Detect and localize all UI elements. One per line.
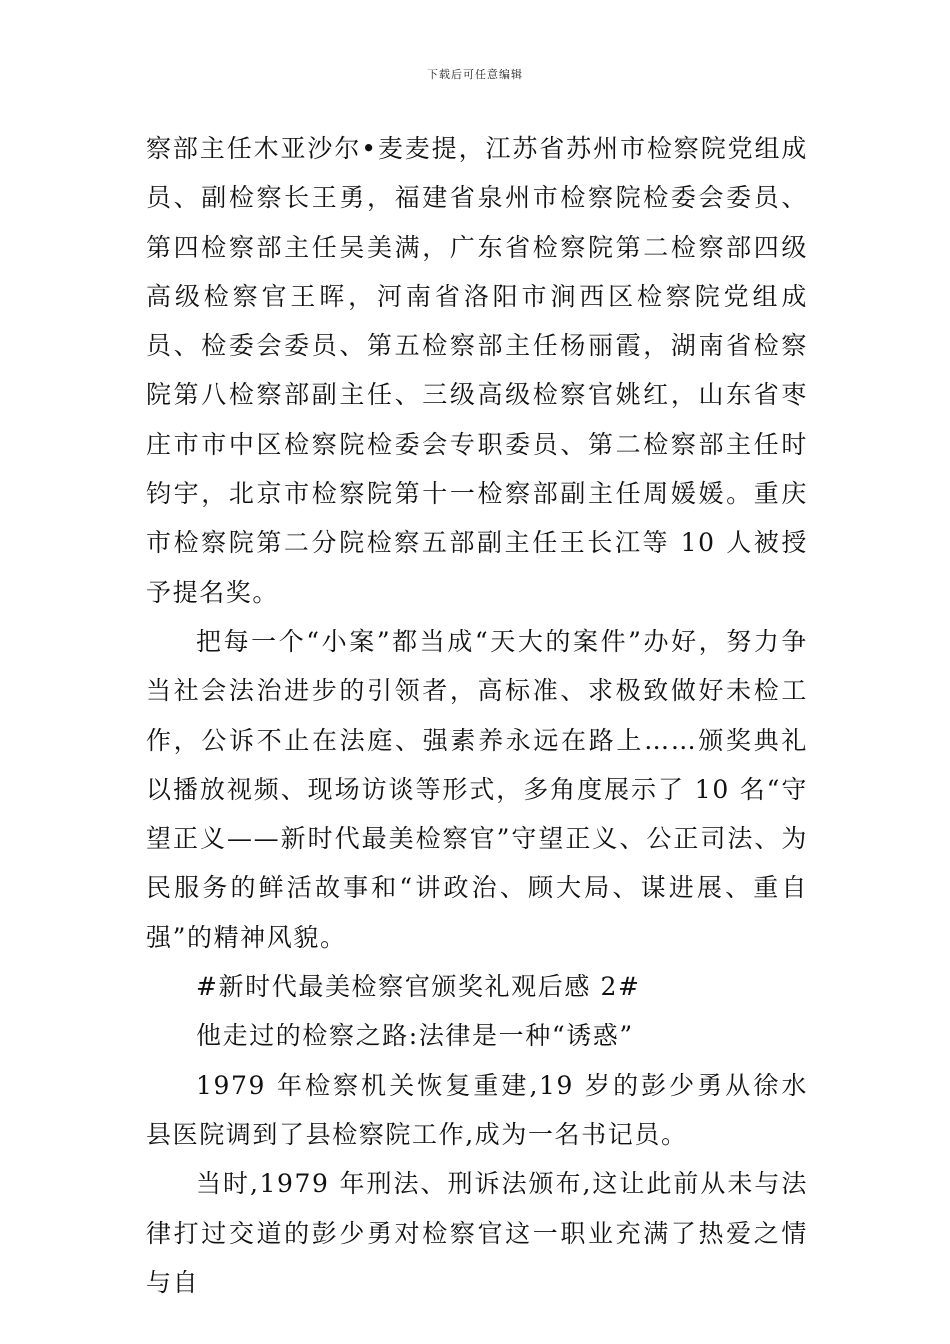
document-body xyxy=(146,124,808,1307)
paragraph-1979: 1979 年检察机关恢复重建,19 岁的彭少勇从徐水县医院调到了县检察院工作,成为一名书记员。 xyxy=(146,1070,808,1149)
paragraph-continued: 察部主任木亚沙尔•麦麦提，江苏省苏州市检察院党组成员、副检察长王勇，福建省泉州市检察院检委会委员、第四检察部主任吴美满，广东省检察院第二检察部四级高级检察官王晖，河南省洛阳市涧西区检察院党组成员、检委会委员、第五检察部主任杨丽霞，湖南省检察院第八检察部副主任、三级高级检察官姚红，山东省枣庄市市中区检察院检委会专职委员、第二检察部主任时钧宇，北京市检察院第十一检察部副主任周媛媛。重庆市检察院第二分院检察五部副主任王长江等 10 人被授予提名奖。 xyxy=(146,134,808,607)
paragraph-award-ceremony: 把每一个“小案”都当成“天大的案件”办好，努力争当社会法治进步的引领者，高标准、求极致做好未检工作，公诉不止在法庭、强素养永远在路上……颁奖典礼以播放视频、现场访谈等形式，多角度展示了 10 名“守望正义——新时代最美检察官”守望正义、公正司法、为民服务的鲜活故事和“讲政治、顾大局、谋进展、重自强”的精神风貌。 xyxy=(146,626,808,952)
paragraph-law-promulgated: 当时,1979 年刑法、刑诉法颁布,这让此前从未与法律打过交道的彭少勇对检察官这一职业充满了热爱之情与自 xyxy=(146,1169,808,1297)
section-heading: #新时代最美检察官颁奖礼观后感 2# xyxy=(196,972,641,1002)
subheading: 他走过的检察之路:法律是一种“诱惑” xyxy=(196,1021,634,1051)
page-header: 下载后可任意编辑 xyxy=(427,68,523,81)
